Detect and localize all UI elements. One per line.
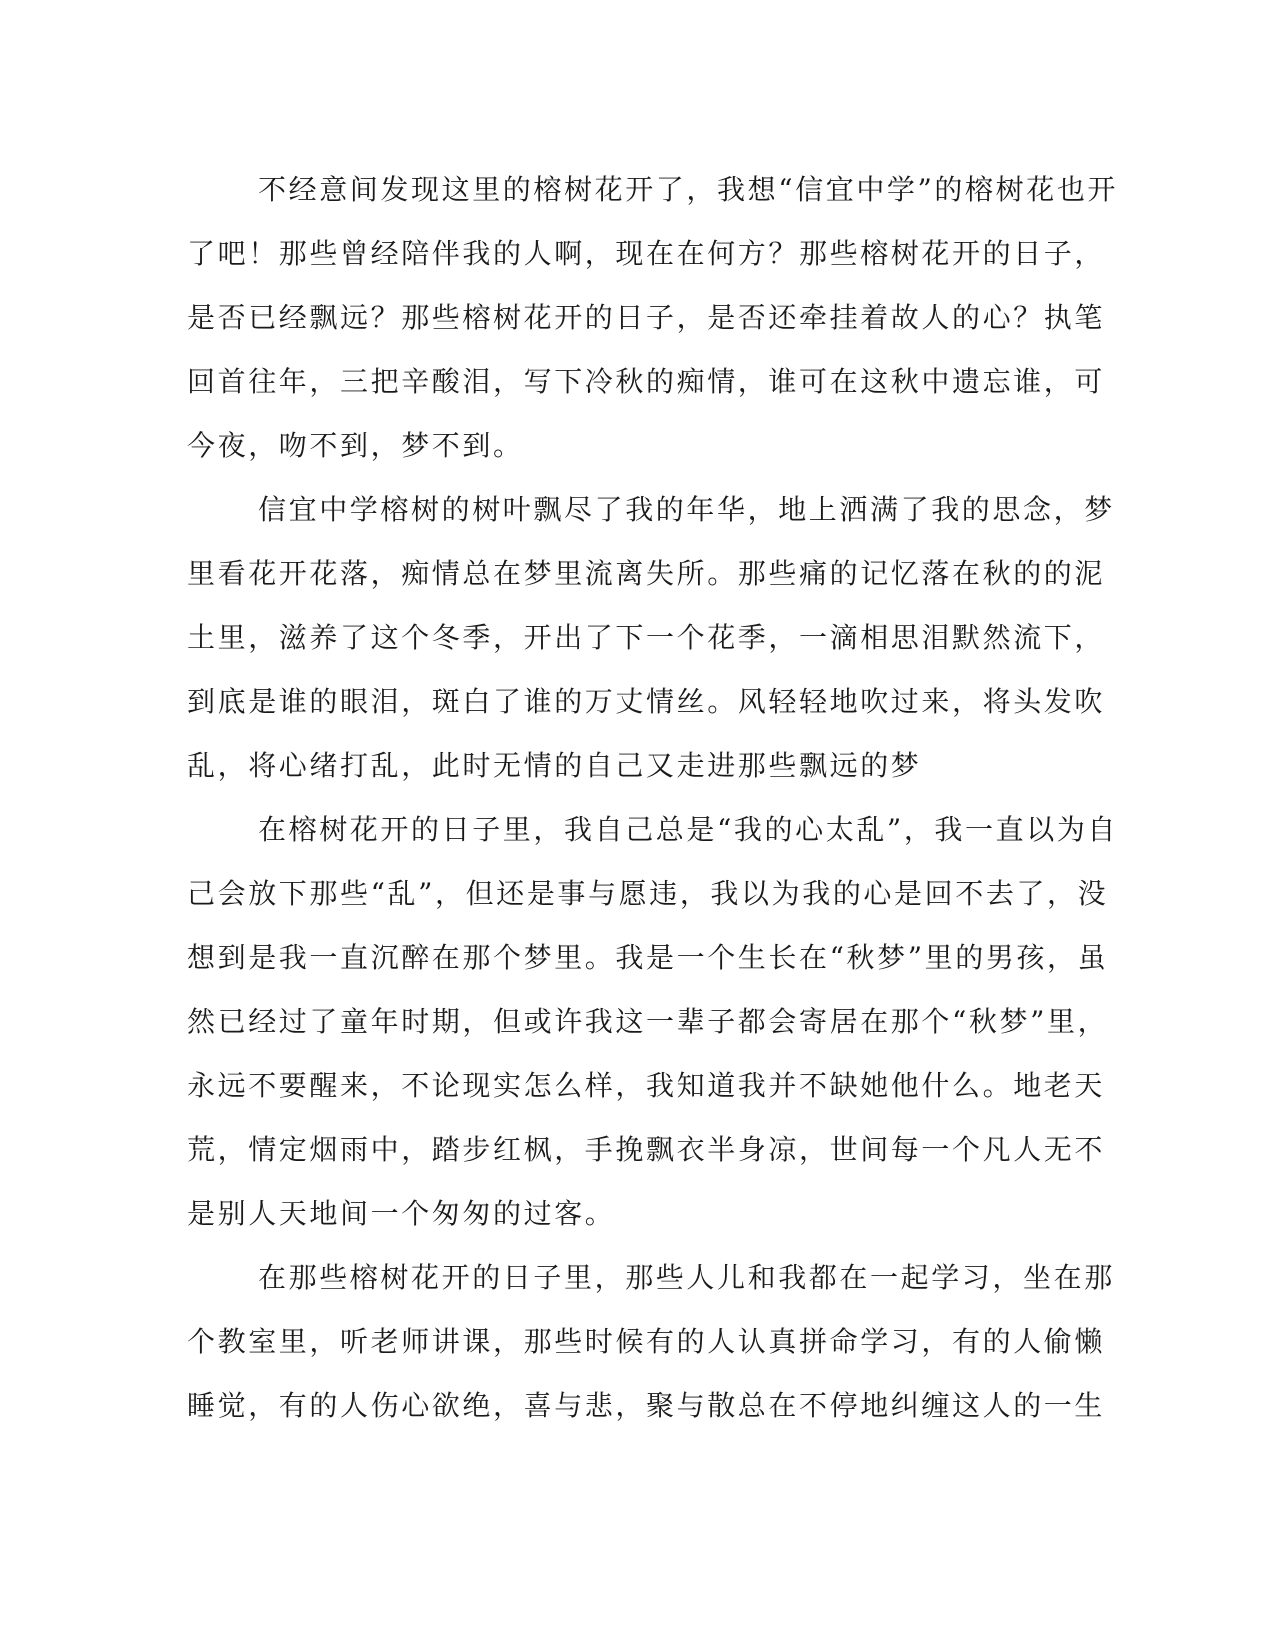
paragraph-line: 是否已经飘远？那些榕树花开的日子，是否还牵挂着故人的心？执笔 xyxy=(187,301,1106,334)
paragraph-4 xyxy=(187,1246,1115,1438)
paragraph-line: 然已经过了童年时期，但或许我这一辈子都会寄居在那个“秋梦”里， xyxy=(187,1005,1109,1038)
paragraph-line: 信宜中学榕树的树叶飘尽了我的年华，地上洒满了我的思念，梦 xyxy=(258,493,1115,526)
paragraph-line: 在榕树花开的日子里，我自己总是“我的心太乱”，我一直以为自 xyxy=(258,813,1119,846)
paragraph-line: 想到是我一直沉醉在那个梦里。我是一个生长在“秋梦”里的男孩，虽 xyxy=(187,941,1109,974)
document-body xyxy=(187,158,1119,1438)
paragraph-3 xyxy=(187,798,1119,1246)
paragraph-line: 到底是谁的眼泪，斑白了谁的万丈情丝。风轻轻地吹过来，将头发吹 xyxy=(187,685,1106,718)
paragraph-line: 回首往年，三把辛酸泪，写下冷秋的痴情，谁可在这秋中遗忘谁，可 xyxy=(187,365,1106,398)
paragraph-line: 睡觉，有的人伤心欲绝，喜与悲，聚与散总在不停地纠缠这人的一生 xyxy=(187,1389,1106,1422)
paragraph-line: 今夜，吻不到，梦不到。 xyxy=(187,429,524,462)
paragraph-line: 乱，将心绪打乱，此时无情的自己又走进那些飘远的梦 xyxy=(187,749,922,782)
paragraph-line: 里看花开花落，痴情总在梦里流离失所。那些痛的记忆落在秋的的泥 xyxy=(187,557,1106,590)
paragraph-line: 是别人天地间一个匆匆的过客。 xyxy=(187,1197,616,1230)
paragraph-line: 个教室里，听老师讲课，那些时候有的人认真拼命学习，有的人偷懒 xyxy=(187,1325,1106,1358)
paragraph-1 xyxy=(187,158,1119,478)
paragraph-line: 了吧！那些曾经陪伴我的人啊，现在在何方？那些榕树花开的日子， xyxy=(187,237,1106,270)
paragraph-line: 己会放下那些“乱”，但还是事与愿违，我以为我的心是回不去了，没 xyxy=(187,877,1109,910)
paragraph-line: 荒，情定烟雨中，踏步红枫，手挽飘衣半身凉，世间每一个凡人无不 xyxy=(187,1133,1106,1166)
paragraph-line: 不经意间发现这里的榕树花开了，我想“信宜中学”的榕树花也开 xyxy=(258,173,1119,206)
paragraph-line: 土里，滋养了这个冬季，开出了下一个花季，一滴相思泪默然流下， xyxy=(187,621,1106,654)
paragraph-line: 永远不要醒来，不论现实怎么样，我知道我并不缺她他什么。地老天 xyxy=(187,1069,1106,1102)
paragraph-line: 在那些榕树花开的日子里，那些人儿和我都在一起学习，坐在那 xyxy=(258,1261,1115,1294)
paragraph-2 xyxy=(187,478,1115,798)
